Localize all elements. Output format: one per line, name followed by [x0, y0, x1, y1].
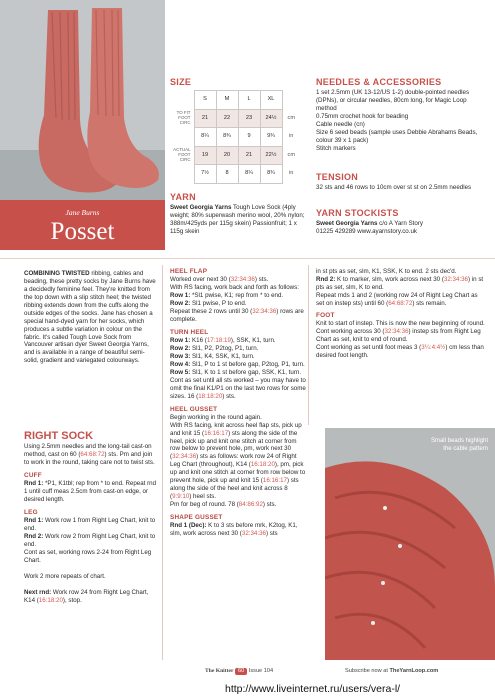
detail-photo	[325, 428, 495, 660]
photo-caption: Small beads highlight the cable pattern	[430, 438, 488, 452]
size-col: XL	[260, 91, 282, 110]
right-sock-heading: RIGHT SOCK	[24, 430, 94, 442]
socks-illustration	[0, 0, 165, 200]
turn-heel-heading: TURN HEEL	[170, 328, 209, 336]
intro-paragraph: COMBINING TWISTED ribbing, cables and beading, these pretty socks by Jane Burns have a decidedly feminine feel. They're knitted from the top down with a slip stitch heel; the twisted ribbing extends down from the cuffs along the outside edges of the socks. Jane has chosen a special hand-dyed yarn for her socks, which produces a subtle variation in colour on the fabric. It's called Tough Love Sock from Vancouver artisan dyer Sweet Georgia Yarns, and is available in a range of beautiful semi-solid, gradient and variegated colourways.	[24, 270, 156, 365]
size-table	[170, 90, 300, 184]
needles-list	[316, 89, 486, 153]
size-row: 8¼ 8¾ 9 9¾ in	[170, 128, 300, 147]
column-divider	[308, 265, 309, 425]
heel-flap-heading: HEEL FLAP	[170, 268, 208, 275]
designer-name: Jane Burns	[65, 208, 100, 217]
title-banner	[0, 200, 165, 250]
stockists-contact: 01225 429289 www.ayarnstory.co.uk	[316, 227, 418, 235]
tension-heading: TENSION	[316, 172, 359, 182]
footer-issue: The Knitter 60 Issue 104	[205, 668, 274, 674]
size-row: ACTUAL FOOT CIRC 19 20 21 22½ cm	[170, 146, 300, 165]
size-row: TO FIT FOOT CIRC 21 22 23 24½ cm	[170, 109, 300, 128]
column-1	[24, 270, 158, 369]
column-divider	[162, 265, 163, 660]
hero-photo	[0, 0, 165, 200]
leg-heading: LEG	[24, 508, 38, 516]
right-sock-section: Using 2.5mm needles and the long-tail cast-on method, cast on 60 (64:68:72) sts. Pm and join to work in the round, taking care not to twist sts. CUFF Rnd 1: *P1, K1tbl; rep from * to end. Repeat rnd 1 until cuff meas 2.5cm from cast-on edge, or desired length. LEG Rnd 1: Work row 1 from Right Leg Chart, knit to end. Rnd 2: Work row 2 from Right Leg Chart, knit to end. Cont as set, working rows 2-24 from Right Leg Chart. Work 2 more repeats of chart. Next rnd: Work row 24 from Right Leg Chart, K14 (16:18:20), stop.	[24, 443, 157, 604]
sock-closeup-illustration	[325, 428, 495, 660]
foot-heading: FOOT	[316, 311, 335, 319]
pattern-title: Posset	[50, 217, 115, 245]
needles-item: 0.75mm crochet hook for beading	[316, 112, 409, 120]
row-label: ACTUAL FOOT CIRC	[173, 146, 191, 162]
section-divider	[0, 258, 495, 259]
shape-gusset-heading: SHAPE GUSSET	[170, 513, 223, 521]
watermark-url: http://www.liveinternet.ru/users/vera-l/	[225, 683, 401, 695]
page-number: 60	[235, 668, 247, 675]
column-3: in st pts as set, slm, K1, SSK, K to end. 2 sts dec'd. Rnd 2: K to marker, slm, work across next 30 (32:34:36) in st pts as set, slm, K to end. Repeat rnds 1 and 2 (working row 24 of Right Leg Chart as set on instep sts) until 60 (64:68:72) sts remain. FOOT Knit to start of instep. This is now the new beginning of round. Cont working across 30 (32:34:36) instep sts from Right Leg Chart as set, knit to end of round. Cont working as set until foot meas 3 (3¼:4:4½) cm less than desired foot length.	[316, 268, 485, 359]
size-heading: SIZE	[170, 77, 192, 87]
yarn-heading: YARN	[170, 192, 196, 202]
footer-subscribe: Subscribe now at TheYarnLoop.com	[345, 668, 439, 674]
row-label: TO FIT FOOT CIRC	[176, 109, 191, 125]
needles-item: 1 set 2.5mm (UK 13-12/US 1-2) double-pointed needles (DPNs), or circular needles, 80cm long, for Magic Loop method	[316, 89, 470, 112]
size-col: L	[238, 91, 260, 110]
needles-item: Stitch markers	[316, 144, 356, 152]
cuff-heading: CUFF	[24, 471, 42, 479]
column-2: HEEL FLAP Worked over next 30 (32:34:36) sts. With RS facing, work back and forth as follows: Row 1: *Sl1 pwise, K1; rep from * to end. Row 2: Sl1 pwise, P to end. Repeat these 2 rows until 30 (32:34:36) rows are complete. TURN HEEL Row 1: K16 (17:18:19), SSK, K1, turn. Row 2: Sl1, P2, P2tog, P1, turn. Row 3: Sl1, K4, SSK, K1, turn. Row 4: Sl1, P to 1 st before gap, P2tog, P1, turn. Row 5: Sl1, K to 1 st before gap, SSK, K1, turn. Cont as set until all sts worked – you may have to omit the final K1/P1 on the last two rows for some sizes. 16 (18:18:20) sts. HEEL GUSSET Begin working in the round again. With RS facing, knit across heel flap sts, pick up and knit 15 (16:16:17) sts along the side of the heel, pick up and knit one stitch at corner from row below to prevent hole, pm, work next 30 (32:34:36) sts as follows: work row 24 of Right Leg Chart (throughout), K14 (16:18:20), pm, pick up and knit one stitch at corner from row below to prevent hole, pick up and knit 15 (16:16:17) sts along the side of the heel and knit across 8 (9:9:10) heel sts. Pm for beg of round. 78 (84:86:92) sts. SHAPE GUSSET Rnd 1 (Dec): K to 3 sts before mrk, K2tog, K1, slm, work across next 30 (32:34:36) sts	[170, 268, 306, 538]
needles-item: Cable needle (cn)	[316, 120, 365, 128]
tension-body: 32 sts and 46 rows to 10cm over st st on 2.5mm needles	[316, 184, 472, 191]
heel-gusset-heading: HEEL GUSSET	[170, 405, 218, 413]
size-col: S	[194, 91, 216, 110]
needles-heading: NEEDLES & ACCESSORIES	[316, 77, 442, 87]
size-header-row	[170, 91, 300, 110]
stockists-body: Sweet Georgia Yarns c/o A Yarn Story 01225 429289 www.ayarnstory.co.uk	[316, 220, 486, 236]
size-row: 7½ 8 8¼ 8¾ in	[170, 165, 300, 184]
yarn-details: Sweet Georgia Yarns Tough Love Sock (4ply weight; 80% superwash merino wool, 20% nylon; 388m/425yds per 115g skein) Passionfruit; 1 x 115g skein	[170, 204, 305, 235]
needles-item: Size 6 seed beads (sample uses Debbie Abrahams Beads, colour 39 x 1 pack)	[316, 128, 478, 144]
size-col: M	[216, 91, 238, 110]
stockists-heading: YARN STOCKISTS	[316, 208, 399, 218]
